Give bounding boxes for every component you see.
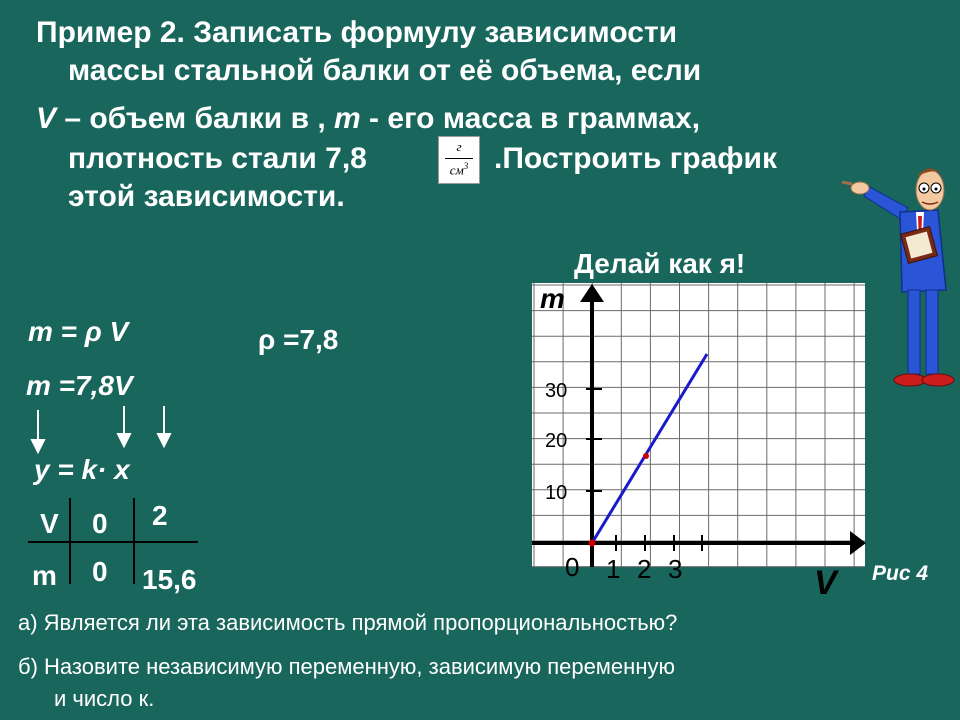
heading-line-4-end: .Построить график xyxy=(494,142,777,175)
var-m: m xyxy=(334,102,361,135)
table-cell-v: V xyxy=(40,508,59,539)
y-label-30: 30 xyxy=(545,380,568,402)
heading-line-2: массы стальной балки от её объема, если xyxy=(68,54,702,87)
x-axis-arrow xyxy=(850,531,866,555)
y-axis-arrow xyxy=(580,284,604,302)
axis-x-label: V xyxy=(814,564,837,602)
formula-y-kx: y = k· x xyxy=(34,454,130,485)
table-cell-v0: 0 xyxy=(92,508,108,539)
heading-line-4-start: плотность стали 7,8 xyxy=(68,142,367,175)
point-2-15-6 xyxy=(643,453,649,459)
unit-numerator: г xyxy=(456,139,462,154)
x-label-3: 3 xyxy=(668,554,683,584)
figure-label: Рис 4 xyxy=(872,562,929,585)
point-origin xyxy=(589,540,596,547)
heading-line-3-end: - его масса в граммах, xyxy=(360,102,701,135)
axis-y-label: m xyxy=(540,283,565,314)
unit-denominator: $см^3$ xyxy=(449,161,469,178)
question-a: а) Является ли эта зависимость прямой пропорциональностью? xyxy=(18,610,678,635)
var-v: V xyxy=(36,102,57,135)
teacher-figure-icon xyxy=(838,160,956,392)
heading-line-5: этой зависимости. xyxy=(68,180,345,213)
table-cell-v2: 2 xyxy=(152,500,168,531)
x-label-2: 2 xyxy=(637,554,652,584)
origin-label: 0 xyxy=(565,552,580,582)
y-label-20: 20 xyxy=(545,430,568,452)
question-b-line-1: б) Назовите независимую переменную, зависимую переменную xyxy=(18,654,675,679)
formula-rho: ρ =7,8 xyxy=(258,324,339,355)
graph-caption: Делай как я! xyxy=(574,248,746,279)
formula-m-rho-v: m = ρ V xyxy=(28,316,129,347)
question-b-line-2: и число к. xyxy=(54,686,155,711)
x-label-1: 1 xyxy=(606,554,621,584)
table-cell-m0: 0 xyxy=(92,556,108,587)
table-cell-m15: 15,6 xyxy=(142,564,197,595)
table-cell-m: m xyxy=(32,560,57,591)
y-label-10: 10 xyxy=(545,482,568,504)
graph-line xyxy=(592,354,707,543)
heading-line-3-text: – объем балки в , xyxy=(56,102,335,135)
heading-line-1: Пример 2. Записать формулу зависимости xyxy=(36,16,678,49)
formula-m-7-8v: m =7,8V xyxy=(26,370,133,401)
